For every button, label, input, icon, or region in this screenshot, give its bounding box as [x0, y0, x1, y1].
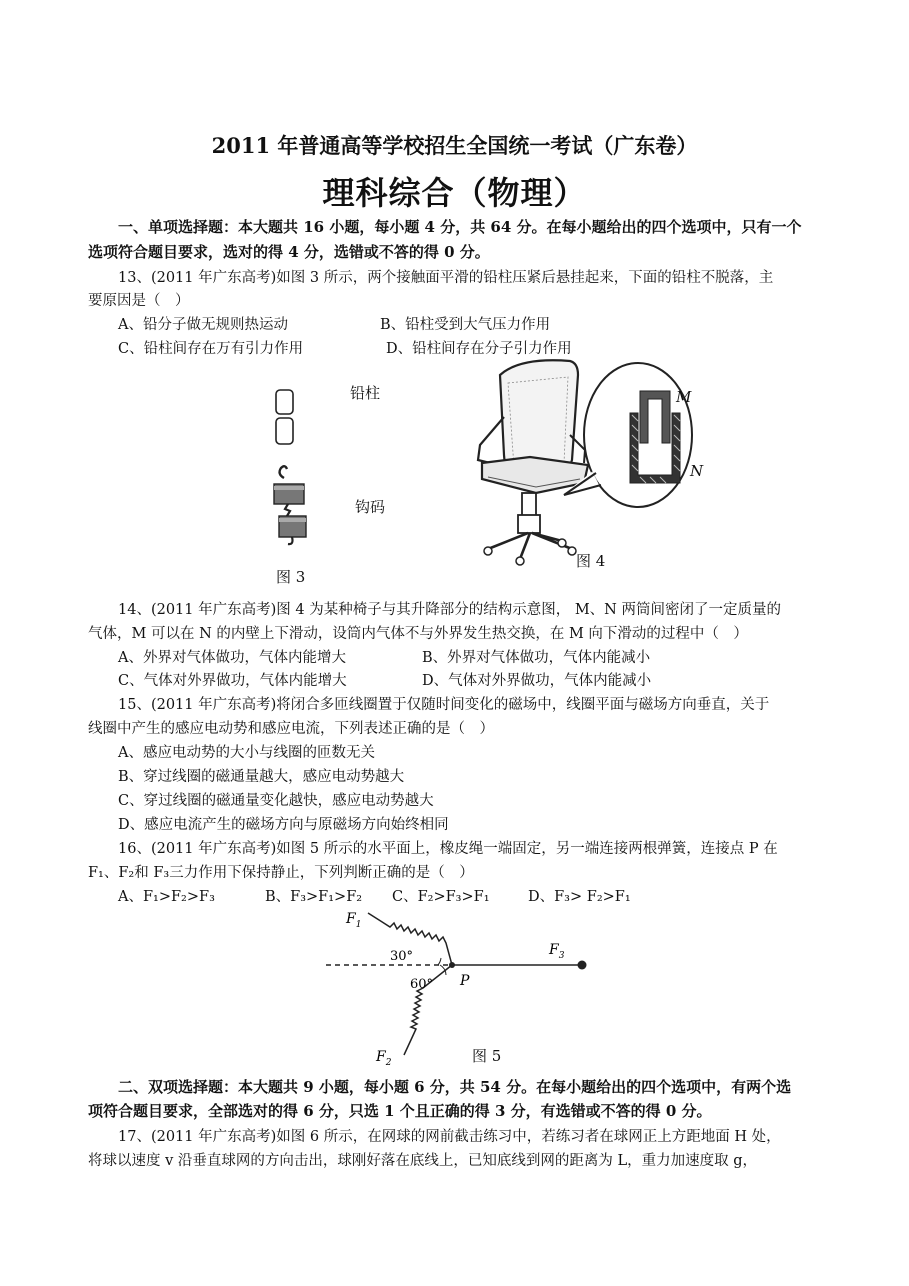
- q16-stem-line1: 16、(2011 年广东高考)如图 5 所示的水平面上，橡皮绳一端固定，另一端连接两根弹簧，连接点 P 在: [118, 841, 778, 857]
- figure3-lead-label: 铅柱: [350, 384, 381, 402]
- q16-option-d: D、F₃> F₂>F₁: [528, 889, 631, 905]
- section1-line2: 选项符合题目要求，选对的得 4 分，选错或不答的得 0 分。: [88, 243, 490, 261]
- q16-option-b: B、F₃>F₁>F₂: [265, 889, 363, 905]
- section2-line2: 项符合题目要求，全部选对的得 6 分，只选 1 个且正确的得 3 分，有选错或不答的得 0 分。: [88, 1102, 712, 1120]
- q14-option-d: D、气体对外界做功，气体内能减小: [422, 673, 652, 689]
- section1-line1: 一、单项选择题：本大题共 16 小题，每小题 4 分，共 64 分。在每小题给出的四个选项中，只有一个: [118, 218, 802, 236]
- q13-option-d: D、铅柱间存在分子引力作用: [386, 341, 572, 357]
- q15-option-c: C、穿过线圈的磁通量变化越快，感应电动势越大: [118, 793, 434, 809]
- q13-option-b: B、铅柱受到大气压力作用: [380, 317, 551, 333]
- q13-option-c: C、铅柱间存在万有引力作用: [118, 341, 304, 357]
- figure4-caption: 图 4: [576, 552, 606, 570]
- figure5-caption: 图 5: [472, 1047, 502, 1065]
- q17-stem-line2: 将球以速度 v 沿垂直球网的方向击出，球刚好落在底线上，已知底线到网的距离为 L，重力加速度取 g，: [88, 1153, 758, 1169]
- q16-option-a: A、F₁>F₂>F₃: [118, 889, 215, 905]
- figure3-weight-label: 钩码: [355, 498, 386, 516]
- q13-stem-line1: 13、(2011 年广东高考)如图 3 所示，两个接触面平滑的铅柱压紧后悬挂起来，下面的铅柱不脱落，主: [118, 270, 774, 286]
- figure5-f1-label: $F_1$: [346, 911, 362, 930]
- exam-subtitle: 理科综合（物理）: [322, 174, 587, 212]
- figure3-lead-cylinders: [260, 380, 320, 555]
- figure5-p-label: P: [460, 973, 470, 989]
- q14-option-a: A、外界对气体做功，气体内能增大: [118, 650, 346, 666]
- q15-stem-line1: 15、(2011 年广东高考)将闭合多匝线圈置于仅随时间变化的磁场中，线圈平面与磁场方向垂直，关于: [118, 697, 770, 713]
- figure5-angle-60: 60°: [410, 977, 434, 992]
- q13-option-a: A、铅分子做无规则热运动: [118, 317, 288, 333]
- figure4-n-label: N: [690, 462, 704, 480]
- q15-option-d: D、感应电流产生的磁场方向与原磁场方向始终相同: [118, 817, 449, 833]
- q13-stem-line2: 要原因是（ ）: [88, 293, 190, 309]
- figure4-m-label: M: [676, 388, 692, 406]
- q14-stem-line1: 14、(2011 年广东高考)图 4 为某种椅子与其升降部分的结构示意图， M、N 两筒间密闭了一定质量的: [118, 602, 781, 618]
- figure5-f2-label: $F_2$: [376, 1049, 392, 1065]
- q14-option-b: B、外界对气体做功，气体内能减小: [422, 650, 651, 666]
- q16-stem-line2: F₁、F₂和 F₃三力作用下保持静止，下列判断正确的是（ ）: [88, 865, 474, 881]
- figure5-f3-label: $F_3$: [549, 942, 565, 961]
- q16-option-c: C、F₂>F₃>F₁: [392, 889, 490, 905]
- figure5-force-diagram: [320, 905, 600, 1065]
- q14-stem-line2: 气体，M 可以在 N 的内壁上下滑动，设筒内气体不与外界发生热交换，在 M 向下滑动的过程中（ ）: [88, 626, 748, 642]
- q14-option-c: C、气体对外界做功，气体内能增大: [118, 673, 347, 689]
- q15-option-a: A、感应电动势的大小与线圈的匝数无关: [118, 745, 375, 761]
- section2-line1: 二、双项选择题：本大题共 9 小题，每小题 6 分，共 54 分。在每小题给出的四个选项中，有两个选: [118, 1078, 792, 1096]
- exam-title: 2011 年普通高等学校招生全国统一考试（广东卷）: [211, 133, 698, 158]
- q15-option-b: B、穿过线圈的磁通量越大，感应电动势越大: [118, 769, 405, 785]
- figure3-caption: 图 3: [276, 568, 306, 586]
- figure5-angle-30: 30°: [390, 949, 414, 964]
- figure4-chair: [460, 355, 700, 570]
- q17-stem-line1: 17、(2011 年广东高考)如图 6 所示，在网球的网前截击练习中，若练习者在球网正上方距地面 H 处，: [118, 1129, 781, 1145]
- q15-stem-line2: 线圈中产生的感应电动势和感应电流，下列表述正确的是（ ）: [88, 721, 494, 737]
